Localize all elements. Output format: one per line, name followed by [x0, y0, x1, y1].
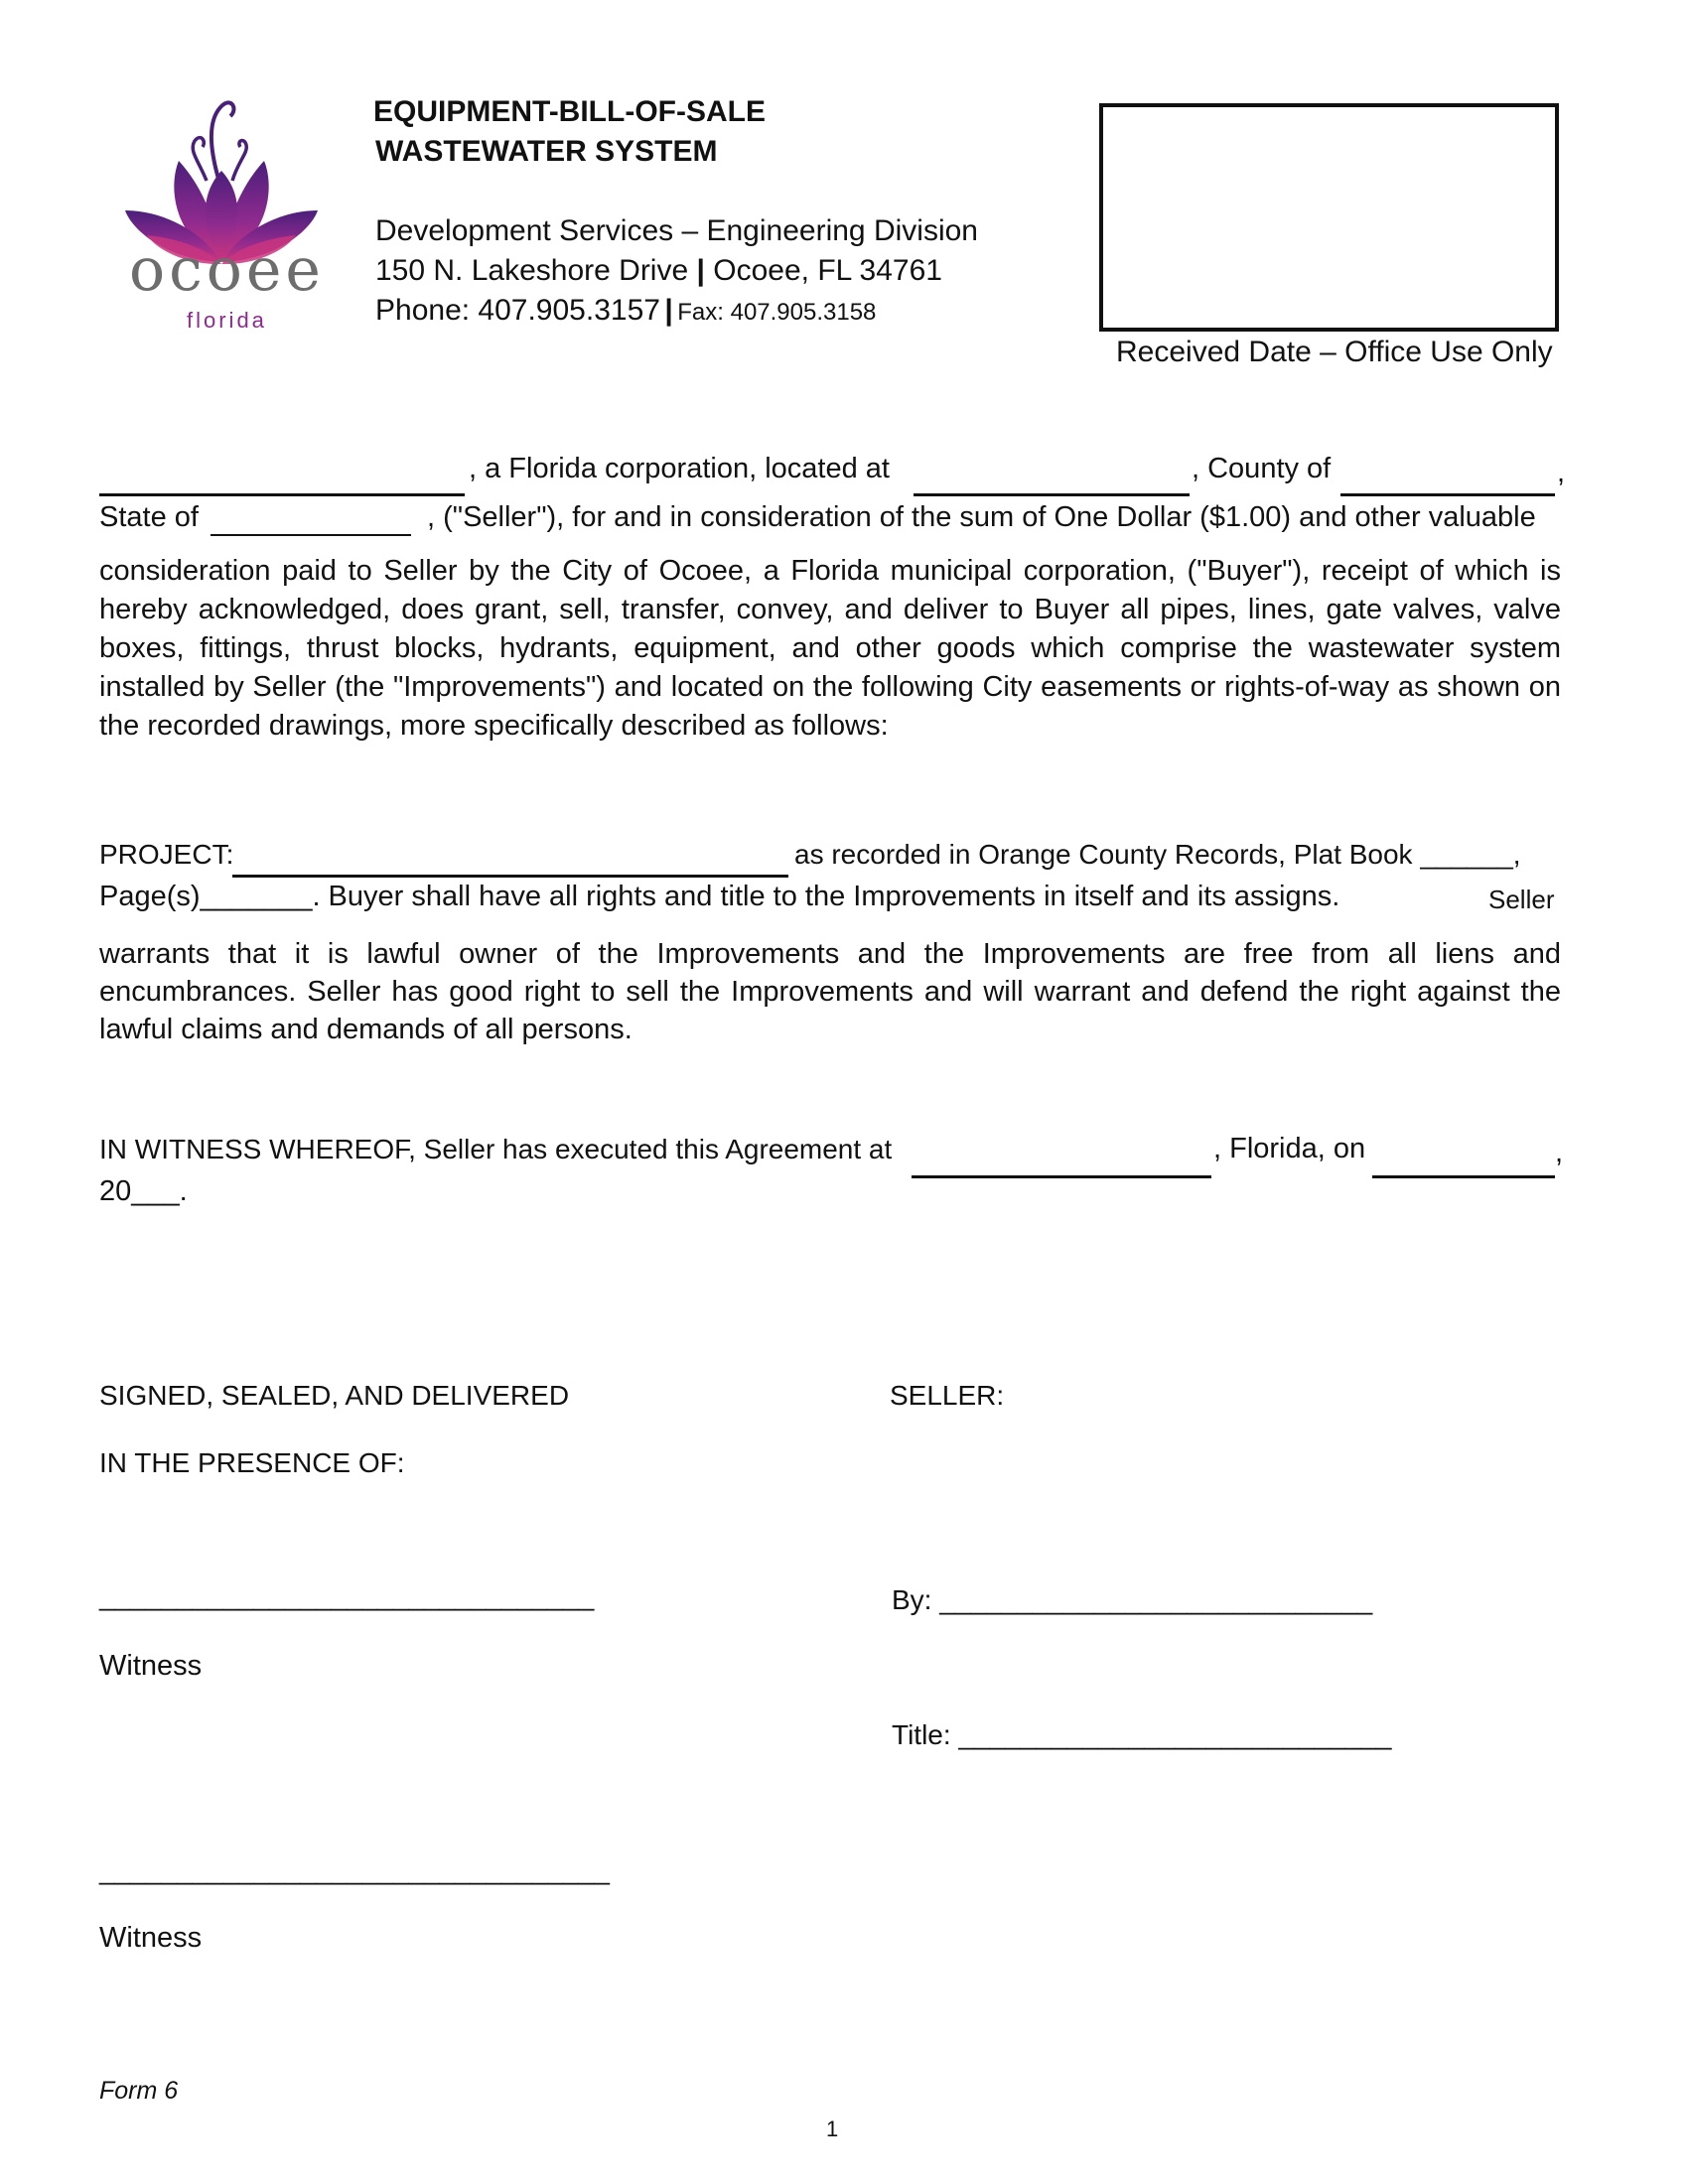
logo-wordmark: ocoee — [129, 235, 325, 305]
witness-text-a: IN WITNESS WHEREOF, Seller has executed this Agreement at — [99, 1134, 893, 1164]
location-blank[interactable] — [914, 493, 1190, 496]
received-date-box[interactable] — [1099, 103, 1559, 332]
warranty-paragraph: warrants that it is lawful owner of the Improvements and the Improvements are free from all liens and encumbrances. Seller has good right to sell the Improvements and will warrant and defend the right against the lawful claims and demands of all persons. — [99, 938, 1561, 1045]
phone-number: Phone: 407.905.3157 — [375, 294, 660, 327]
page-number: 1 — [826, 2116, 839, 2141]
title-signature-line[interactable]: Title: ____________________________ — [892, 1719, 1392, 1750]
pages-line: Page(s)_______. Buyer shall have all rights and title to the Improvements in itself and its assigns. — [99, 881, 1340, 912]
logo-subtitle: florida — [187, 308, 267, 333]
fax-number: Fax: 407.905.3158 — [677, 299, 877, 326]
division-name: Development Services – Engineering Division — [375, 214, 978, 247]
address-city: Ocoee, FL 34761 — [713, 254, 942, 287]
county-blank[interactable] — [1340, 493, 1555, 496]
conveyance-paragraph: consideration paid to Seller by the City of Ocoee, a Florida municipal corporation, ("Buyer"), receipt of which is hereby acknowledged, does grant, sell, transfer, convey, and deliver to Buyer all pipes, lines, gate valves, valve boxes, fittings, thrust blocks, hydrants, equipment, and other goods which comprise the wastewater system installed by Seller (the "Improvements") and located on the following City easements or rights-of-way as shown on the recorded drawings, more specifically described as follows: — [99, 555, 1561, 742]
witness-label-2: Witness — [99, 1922, 203, 1954]
contact-line — [375, 294, 876, 328]
execution-date-blank[interactable] — [1372, 1175, 1555, 1178]
seller-label: SELLER: — [890, 1380, 1005, 1411]
presence-label: IN THE PRESENCE OF: — [99, 1447, 405, 1478]
by-signature-line[interactable]: By: ____________________________ — [892, 1584, 1373, 1615]
year-line: 20___. — [99, 1175, 188, 1207]
project-blank[interactable] — [232, 875, 788, 878]
state-blank[interactable] — [211, 534, 411, 536]
address-separator: | — [696, 254, 705, 287]
seller-word: Seller — [1488, 885, 1555, 914]
contact-separator: | — [664, 294, 673, 327]
received-date-label: Received Date – Office Use Only — [1116, 336, 1553, 368]
seller-name-blank[interactable] — [99, 493, 465, 496]
witness-signature-line-2[interactable]: _________________________________ — [99, 1854, 610, 1885]
project-recorded-text: as recorded in Orange County Records, Plat Book ______, — [794, 839, 1521, 870]
body-line2-text-b: , ("Seller"), for and in consideration of the sum of One Dollar ($1.00) and other valuable — [427, 501, 1536, 533]
body-line2-text-a: State of — [99, 501, 199, 533]
address-street: 150 N. Lakeshore Drive — [375, 254, 689, 287]
body-line1-text-b: , County of — [1192, 453, 1332, 484]
form-title-line2: WASTEWATER SYSTEM — [375, 135, 718, 168]
address — [375, 254, 942, 288]
witness-signature-line-1[interactable]: ________________________________ — [99, 1580, 595, 1611]
witness-text-b: , Florida, on — [1213, 1133, 1366, 1164]
project-label: PROJECT: — [99, 839, 234, 870]
body-line1-text-a: , a Florida corporation, located at — [469, 453, 890, 484]
body-line1-text-c: , — [1557, 457, 1566, 488]
execution-place-blank[interactable] — [912, 1175, 1211, 1178]
witness-text-c: , — [1555, 1137, 1564, 1168]
witness-label-1: Witness — [99, 1650, 203, 1682]
form-title-line1: EQUIPMENT-BILL-OF-SALE — [373, 95, 766, 128]
form-number: Form 6 — [99, 2077, 179, 2105]
signed-sealed-label: SIGNED, SEALED, AND DELIVERED — [99, 1380, 570, 1411]
